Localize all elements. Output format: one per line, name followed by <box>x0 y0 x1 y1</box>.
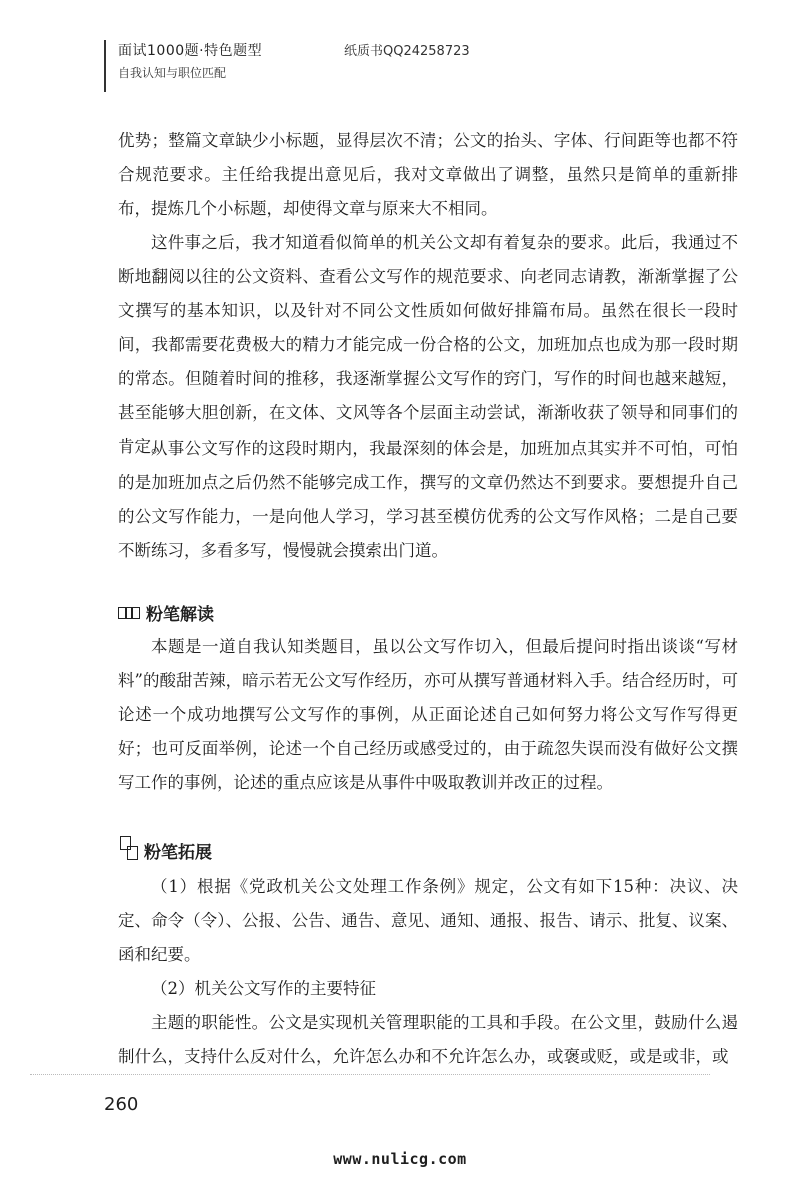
section-expand-title: 粉笔拓展 <box>144 842 212 863</box>
book-title: 面试1000题·特色题型 <box>118 43 263 59</box>
scan-artifact-line <box>30 1074 710 1078</box>
reading-paragraph: 本题是一道自我认知类题目，虽以公文写作切入，但最后提问时指出谈谈“写材料”的酸甜苦辣，暗示若无公文写作经历，亦可从撰写普通材料入手。结合经历时，可论述一个成功地撰写公文写作的事例，从正面论述自己如何努力将公文写作写得更好；也可反面举例，论述一个自己经历或感受过的，由于疏忽失误而没有做好公文撰写工作的事例，论述的重点应该是从事件中吸取教训并改正的过程。 <box>118 637 738 792</box>
page-number: 260 <box>104 1094 139 1115</box>
expand-item-1: （1）根据《党政机关公文处理工作条例》规定，公文有如下15种：决议、决定、命令（令）、公报、公告、通告、意见、通知、通报、报告、请示、批复、议案、函和纪要。 <box>118 877 738 964</box>
paragraph-2: 这件事之后，我才知道看似简单的机关公文却有着复杂的要求。此后，我通过不断地翻阅以往的公文资料、查看公文写作的规范要求、向老同志请教，渐渐掌握了公文撰写的基本知识，以及针对不同公文性质如何做好排篇布局。虽然在很长一段时间，我都需要花费极大的精力才能完成一份合格的公文，加班加点也成为那一段时期的常态。但随着时间的推移，我逐渐掌握公文写作的窍门，写作的时间也越来越短，甚至能够大胆创新，在文体、文风等各个层面主动尝试，渐渐收获了领导和同事们的肯定。 <box>118 233 738 456</box>
section-reading-title: 粉笔解读 <box>146 605 214 625</box>
book-icon <box>118 607 140 619</box>
section-reading-heading <box>118 600 214 625</box>
paragraph-1: 优势；整篇文章缺少小标题，显得层次不清；公文的抬头、字体、行间距等也都不符合规范要求。主任给我提出意见后，我对文章做出了调整，虽然只是简单的重新排布，提炼几个小标题，却使得文章与原来大不相同。 <box>118 131 738 218</box>
expand-icon <box>118 836 138 864</box>
running-header <box>104 40 263 92</box>
footer-website: www.nulicg.com <box>333 1150 467 1168</box>
expand-item-2: （2）机关公文写作的主要特征 <box>151 979 376 998</box>
expand-item-3: 主题的职能性。公文是实现机关管理职能的工具和手段。在公文里，鼓励什么遏制什么，支持什么反对什么，允许怎么办和不允许怎么办，或褒或贬，或是或非，或 <box>118 1013 738 1066</box>
header-note: 纸质书QQ24258723 <box>344 44 470 59</box>
book-subtitle: 自我认知与职位匹配 <box>118 66 227 80</box>
section-expand-heading <box>118 836 212 864</box>
paragraph-3: 从事公文写作的这段时期内，我最深刻的体会是，加班加点其实并不可怕，可怕的是加班加点之后仍然不能够完成工作，撰写的文章仍然达不到要求。要想提升自己的公文写作能力，一是向他人学习，学习甚至模仿优秀的公文写作风格；二是自己要不断练习，多看多写，慢慢就会摸索出门道。 <box>118 439 738 560</box>
